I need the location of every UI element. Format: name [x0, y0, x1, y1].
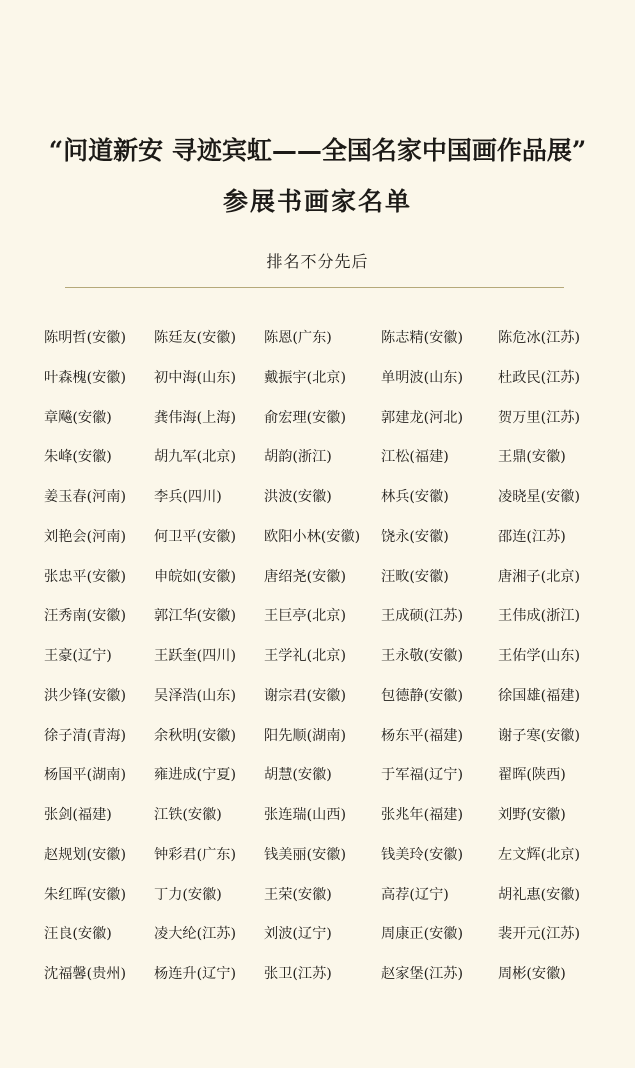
- name-row: [44, 604, 604, 644]
- artist-name: 张剑(福建): [44, 807, 112, 823]
- artist-name: 江铁(安徽): [154, 807, 222, 823]
- artist-name: 何卫平(安徽): [154, 528, 237, 545]
- artist-name: 赵家堡(江苏): [381, 966, 464, 982]
- name-row: [44, 525, 604, 565]
- artist-name-grid: [44, 326, 604, 1002]
- artist-name: 陈明哲(安徽): [44, 330, 127, 346]
- artist-name: 凌晓星(安徽): [498, 489, 581, 505]
- artist-name: 杜政民(江苏): [498, 369, 581, 386]
- artist-name: 赵规划(安徽): [44, 846, 127, 863]
- artist-name: 裴开元(江苏): [498, 926, 581, 943]
- artist-name: 谢宗君(安徽): [264, 687, 347, 704]
- artist-name: 汪良(安徽): [44, 926, 112, 943]
- artist-name: 胡礼惠(安徽): [498, 886, 581, 903]
- artist-name: 章飚(安徽): [44, 409, 112, 426]
- artist-name: 沈福馨(贵州): [44, 966, 127, 982]
- artist-name: 王巨亭(北京): [264, 608, 347, 625]
- artist-name: 龚伟海(上海): [154, 409, 237, 426]
- artist-name: 郭江华(安徽): [154, 608, 237, 625]
- artist-name: 胡九军(北京): [154, 449, 237, 466]
- artist-name: 阳先顺(湖南): [264, 727, 347, 744]
- exhibition-title: “问道新安 寻迹宾虹——全国名家中国画作品展”: [48, 136, 587, 165]
- artist-name: 唐绍尧(安徽): [264, 568, 347, 585]
- artist-name: 王永敬(安徽): [381, 648, 464, 664]
- artist-name: 陈恩(广东): [264, 330, 332, 346]
- artist-name: 刘野(安徽): [498, 807, 566, 823]
- artist-name: 于军福(辽宁): [381, 767, 464, 784]
- artist-name: 申皖如(安徽): [154, 568, 237, 585]
- artist-name: 钱美丽(安徽): [264, 846, 347, 863]
- name-row: [44, 565, 604, 605]
- list-heading: 参展书画家名单: [222, 187, 412, 216]
- artist-name: 饶永(安徽): [381, 528, 449, 545]
- artist-name: 朱红晖(安徽): [44, 886, 127, 903]
- artist-name: 张兆年(福建): [381, 807, 464, 823]
- artist-name: 高荐(辽宁): [381, 886, 449, 903]
- artist-name: 王鼎(安徽): [498, 449, 566, 466]
- name-row: [44, 684, 604, 724]
- artist-name: 张忠平(安徽): [44, 568, 127, 585]
- artist-name: 王跃奎(四川): [154, 648, 237, 664]
- artist-name: 李兵(四川): [154, 489, 222, 505]
- artist-name: 唐湘子(北京): [498, 568, 581, 585]
- artist-name: 江松(福建): [381, 449, 449, 466]
- artist-name: 张卫(江苏): [264, 966, 332, 982]
- artist-name: 刘波(辽宁): [264, 926, 332, 943]
- artist-name: 凌大纶(江苏): [154, 926, 237, 943]
- name-row: [44, 406, 604, 446]
- name-row: [44, 922, 604, 962]
- artist-name: 胡慧(安徽): [264, 767, 332, 784]
- artist-name: 邵连(江苏): [498, 528, 566, 545]
- artist-name: 胡韵(浙江): [264, 449, 332, 466]
- artist-name: 徐国雄(福建): [498, 687, 581, 704]
- name-row: [44, 644, 604, 684]
- name-row: [44, 803, 604, 843]
- name-row: [44, 883, 604, 923]
- artist-name: 杨连升(辽宁): [154, 966, 237, 982]
- artist-name: 洪少锋(安徽): [44, 687, 127, 704]
- artist-name: 单明波(山东): [381, 369, 464, 386]
- artist-name: 张连瑞(山西): [264, 807, 347, 823]
- divider-line: [65, 287, 564, 288]
- artist-name: 杨东平(福建): [381, 727, 464, 744]
- artist-name: 徐子清(青海): [44, 727, 127, 744]
- artist-name: 汪秀南(安徽): [44, 608, 127, 625]
- artist-name: 初中海(山东): [154, 369, 237, 386]
- artist-name: 王荣(安徽): [264, 886, 332, 903]
- artist-name: 雍进成(宁夏): [154, 767, 237, 784]
- artist-name: 王伟成(浙江): [498, 608, 581, 625]
- artist-name: 钱美玲(安徽): [381, 846, 464, 863]
- artist-name: 欧阳小林(安徽): [264, 528, 361, 545]
- artist-name: 刘艳会(河南): [44, 528, 127, 545]
- artist-name: 左文辉(北京): [498, 846, 581, 863]
- artist-name: 贺万里(江苏): [498, 409, 581, 426]
- artist-name: 谢子寒(安徽): [498, 727, 581, 744]
- name-row: [44, 326, 604, 366]
- artist-name: 陈危冰(江苏): [498, 330, 581, 346]
- artist-name: 汪畋(安徽): [381, 568, 449, 585]
- artist-name: 王成硕(江苏): [381, 608, 464, 625]
- artist-name: 王豪(辽宁): [44, 648, 112, 664]
- artist-name: 杨国平(湖南): [44, 767, 127, 784]
- artist-name: 俞宏理(安徽): [264, 409, 347, 426]
- artist-name: 姜玉春(河南): [44, 489, 127, 505]
- name-row: [44, 445, 604, 485]
- name-row: [44, 843, 604, 883]
- artist-name: 朱峰(安徽): [44, 449, 112, 466]
- name-row: [44, 763, 604, 803]
- name-row: [44, 485, 604, 525]
- artist-name: 叶森槐(安徽): [44, 369, 127, 386]
- artist-name: 王学礼(北京): [264, 648, 347, 664]
- artist-name: 周彬(安徽): [498, 966, 566, 982]
- ordering-note: 排名不分先后: [266, 252, 369, 271]
- artist-name: 周康正(安徽): [381, 926, 464, 943]
- artist-name: 陈志精(安徽): [381, 330, 464, 346]
- artist-name: 郭建龙(河北): [381, 409, 464, 426]
- artist-name: 钟彩君(广东): [154, 846, 237, 863]
- artist-name: 戴振宇(北京): [264, 369, 347, 386]
- artist-name: 包德静(安徽): [381, 687, 464, 704]
- artist-name: 林兵(安徽): [381, 489, 449, 505]
- artist-name: 洪波(安徽): [264, 489, 332, 505]
- name-row: [44, 724, 604, 764]
- name-row: [44, 962, 604, 1002]
- artist-name: 余秋明(安徽): [154, 727, 237, 744]
- artist-name: 翟晖(陕西): [498, 767, 566, 784]
- artist-name: 丁力(安徽): [154, 886, 222, 903]
- artist-name: 陈廷友(安徽): [154, 330, 237, 346]
- name-row: [44, 366, 604, 406]
- artist-name: 王佑学(山东): [498, 648, 581, 664]
- artist-name: 吴泽浩(山东): [154, 687, 237, 704]
